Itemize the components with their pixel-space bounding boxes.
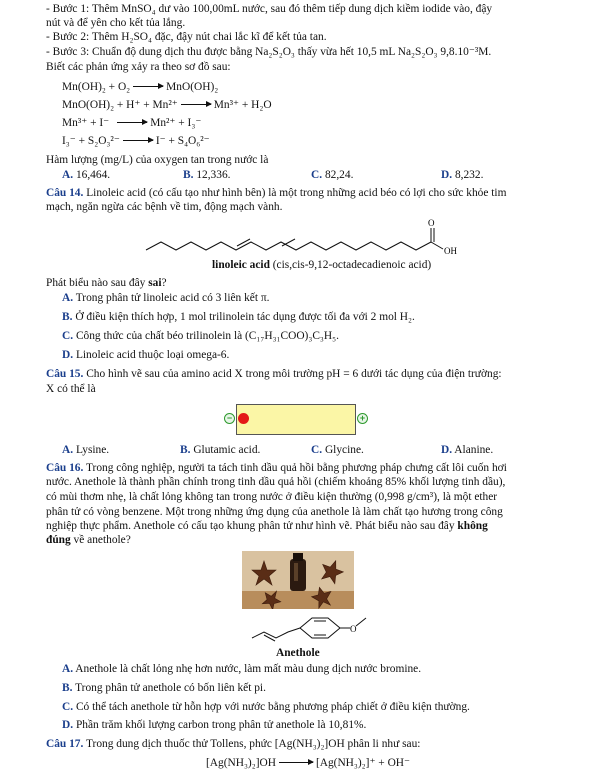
q14-line1: Câu 14. Linoleic acid (có cấu tạo như hình bên) là một trong những acid béo có lợi cho sức khỏe tim (46, 187, 507, 199)
q14-option-b[interactable]: B. Ở điều kiện thích hợp, 1 mol trilinolein tác dụng được tối đa với 2 mol H₂. (62, 311, 415, 323)
step3-text: - Bước 3: Chuẩn độ dung dịch thu được bằng Na₂S₂O₃ thấy vừa hết 10,5 mL Na₂S₂O₃ 9,8.10⁻³M. (46, 46, 492, 58)
q14-option-c[interactable]: C. Công thức của chất béo trilinolein là (C₁₇H₃₁COO)₃C₃H₅. (62, 330, 339, 342)
amino-acid-dot (238, 413, 249, 424)
q13-ask: Hàm lượng (mg/L) của oxygen tan trong nước là (46, 154, 269, 166)
q15-line1: Câu 15. Cho hình vẽ sau của amino acid X trong môi trường pH = 6 dưới tác dụng của điện trường: (46, 368, 502, 380)
reaction-4: I₃⁻ + S₂O₃²⁻ I⁻ + S₄O₆²⁻ (62, 135, 210, 147)
star-anise-photo (242, 551, 354, 609)
hydroxyl-label: OH (444, 246, 457, 256)
q14-option-a[interactable]: A. Trong phân tử linoleic acid có 3 liên kết π. (62, 292, 270, 304)
q16-line1: Câu 16. Trong công nghiệp, người ta tách tinh dầu quả hồi bằng phương pháp chưng cất lôi cuốn hơi (46, 462, 507, 474)
linoleic-caption: linoleic acid (cis,cis-9,12-octadecadienoic acid) (212, 259, 432, 271)
q15-option-c[interactable]: C. Glycine. (311, 444, 364, 456)
q15-line2: X có thể là (46, 383, 96, 395)
q14-ask: Phát biểu nào sau đây sai? (46, 277, 167, 289)
electrophoresis-strip (236, 404, 356, 435)
q14-option-d[interactable]: D. Linoleic acid thuộc loại omega-6. (62, 349, 230, 361)
q17-reaction: [Ag(NH₃)₂]OH [Ag(NH₃)₂]⁺ + OH⁻ (206, 757, 411, 769)
q15-option-b[interactable]: B. Glutamic acid. (180, 444, 261, 456)
q13-option-a[interactable]: A. 16,464. (62, 169, 111, 181)
q15-option-d[interactable]: D. Alanine. (441, 444, 494, 456)
q14-line2: mạch, ngăn ngừa các bệnh về tim, động mạch vành. (46, 201, 283, 213)
carbonyl-o-label: O (428, 218, 435, 228)
ether-o-label: O (350, 624, 357, 634)
q16-option-d[interactable]: D. Phần trăm khối lượng carbon trong phân tử anethole là 10,81%. (62, 719, 367, 731)
step1-cont: nút và để yên cho kết tủa lắng. (46, 17, 186, 29)
known-text: Biết các phản ứng xảy ra theo sơ đồ sau: (46, 61, 231, 73)
q16-option-c[interactable]: C. Có thể tách anethole từ hỗn hợp với nước bằng phương pháp chiết ở điều kiện thường. (62, 701, 470, 713)
reaction-1: Mn(OH)₂ + O₂ MnO(OH)₂ (62, 81, 219, 93)
q13-option-c[interactable]: C. 82,24. (311, 169, 354, 181)
q16-line4: phân tử có vòng benzene. Một trong những ứng dụng của anethole là làm chất tạo hương trong công (46, 506, 503, 518)
reaction-3: Mn³⁺ + I⁻ Mn²⁺ + I₃⁻ (62, 117, 202, 129)
q15-option-a[interactable]: A. Lysine. (62, 444, 110, 456)
anethole-structure (248, 612, 378, 644)
q13-option-d[interactable]: D. 8,232. (441, 169, 484, 181)
cathode-minus-icon: − (224, 413, 235, 424)
anode-plus-icon: + (357, 413, 368, 424)
q16-line6: đúng về anethole? (46, 534, 131, 546)
q16-line2: nước. Anethole là thành phần chính trong tinh dầu quả hồi (chiếm khoảng 85% khối lượng tinh dầu), (46, 476, 506, 488)
reaction-2: MnO(OH)₂ + H⁺ + Mn²⁺ Mn³⁺ + H₂O (62, 99, 272, 111)
q13-option-b[interactable]: B. 12,336. (183, 169, 231, 181)
q16-option-a[interactable]: A. Anethole là chất lỏng nhẹ hơn nước, làm mất màu dung dịch nước bromine. (62, 663, 422, 675)
step2-text: - Bước 2: Thêm H₂SO₄ đặc, đậy nút chai lắc kĩ để kết tủa tan. (46, 31, 327, 43)
q17-line1: Câu 17. Trong dung dịch thuốc thử Tollens, phức [Ag(NH₃)₂]OH phân li như sau: (46, 738, 421, 750)
q16-option-b[interactable]: B. Trong phân tử anethole có bốn liên kết pi. (62, 682, 266, 694)
anethole-caption: Anethole (276, 647, 320, 659)
q16-line3: có mùi thơm nhẹ, là chất lỏng không tan trong nước ở điều kiện thường (0,998 g/cm³), là một ether (46, 491, 498, 503)
linoleic-acid-structure (140, 214, 480, 262)
step1-text: - Bước 1: Thêm MnSO₄ dư vào 100,00mL nước, sau đó thêm tiếp dung dịch kiềm iodide vào, đậy (46, 3, 493, 15)
q16-line5: nghiệp thực phẩm. Anethole có cấu tạo khung phân tử như hình vẽ. Phát biểu nào sau đây không (46, 520, 488, 532)
